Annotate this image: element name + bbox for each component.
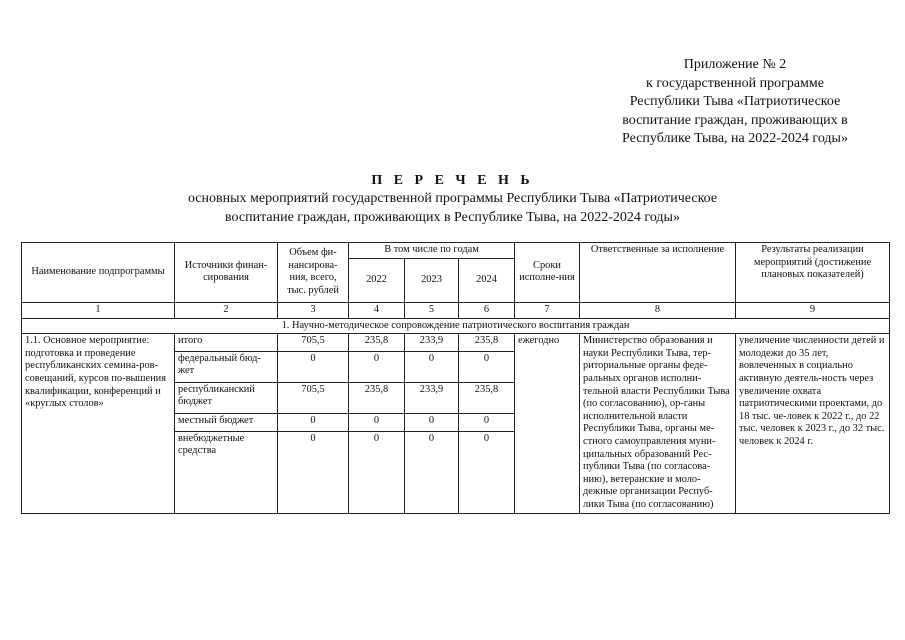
title-heading: П Е Р Е Ч Е Н Ь (371, 173, 534, 188)
year-2024-cell: 235,8 (459, 382, 515, 413)
column-number: 2 (175, 302, 278, 318)
header-name: Наименование подпрограммы (22, 243, 175, 303)
source-cell: республиканский бюджет (175, 382, 278, 413)
appendix-line: Республики Тыва «Патриотическое (629, 94, 841, 109)
year-2023-cell: 0 (405, 414, 459, 431)
year-2024-cell: 0 (459, 431, 515, 513)
header-responsible: Ответственные за исполнение (580, 243, 736, 303)
section-title: 1. Научно-методическое сопровождение патриотического воспитания граждан (22, 318, 890, 334)
header-year-2022: 2022 (349, 258, 405, 302)
year-2022-cell: 0 (349, 431, 405, 513)
year-2022-cell: 235,8 (349, 382, 405, 413)
responsible-cell: Министерство образования и науки Республики Тыва, тер-риториальные органы феде-ральных органов исполни-тельной власти Республики Тыва (по согласованию), ор-ганы исполнительной власти Республики Тыва, органы ме-стного самоуправления муни-ципальных образований Рес-публики Тыва (по согласова-нию), ветеранские и моло-дежные организации Респуб-лики Тыва (по согласованию) (580, 334, 736, 513)
source-cell: итого (175, 334, 278, 351)
appendix-header (600, 56, 870, 149)
header-results: Результаты реализации мероприятий (достижение плановых показателей) (736, 243, 890, 303)
source-cell: федеральный бюд-жет (175, 351, 278, 382)
column-number: 3 (278, 302, 349, 318)
year-2022-cell: 0 (349, 414, 405, 431)
year-2024-cell: 0 (459, 351, 515, 382)
appendix-line: к государственной программе (646, 75, 824, 91)
year-2024-cell: 0 (459, 414, 515, 431)
year-2023-cell: 233,9 (405, 382, 459, 413)
year-2023-cell: 233,9 (405, 334, 459, 351)
title-subtitle-line: воспитание граждан, проживающих в Республике Тыва, на 2022-2024 годы» (225, 209, 680, 225)
year-2023-cell: 0 (405, 351, 459, 382)
column-number: 9 (736, 302, 890, 318)
header-sources: Источники финан-сирования (175, 243, 278, 303)
activity-name: 1.1. Основное мероприятие: подготовка и проведение республиканских семина-ров-совещаний, курсов по-вышения квалификации, конференций и «круглых столов» (22, 334, 175, 513)
header-year-2023: 2023 (405, 258, 459, 302)
header-year-2024: 2024 (459, 258, 515, 302)
year-2023-cell: 0 (405, 431, 459, 513)
appendix-line: Приложение № 2 (683, 57, 787, 72)
column-numbers-row (22, 302, 890, 318)
column-number: 1 (22, 302, 175, 318)
results-cell: увеличение численности детей и молодежи до 35 лет, вовлеченных в социально активную деятель-ность через увеличение охвата патриотическими проектами, до 18 тыс. че-ловек к 2022 г., до 22 тыс. человек к 2023 г., до 32 тыс. человек к 2024 г. (736, 334, 890, 513)
year-2022-cell: 235,8 (349, 334, 405, 351)
appendix-line: воспитание граждан, проживающих в (622, 112, 848, 128)
year-2024-cell: 235,8 (459, 334, 515, 351)
header-terms: Сроки исполне-ния (515, 243, 580, 303)
activities-table (21, 242, 890, 514)
appendix-line: Республике Тыва, на 2022-2024 годы» (622, 131, 848, 146)
column-number: 6 (459, 302, 515, 318)
document-title (100, 172, 805, 227)
year-2022-cell: 0 (349, 351, 405, 382)
total-cell: 705,5 (278, 334, 349, 351)
header-volume: Объем фи-нансирова-ния, всего, тыс. рублей (278, 243, 349, 303)
total-cell: 0 (278, 431, 349, 513)
source-cell: местный бюджет (175, 414, 278, 431)
header-by-years: В том числе по годам (349, 243, 515, 259)
total-cell: 705,5 (278, 382, 349, 413)
column-number: 4 (349, 302, 405, 318)
column-number: 7 (515, 302, 580, 318)
column-number: 8 (580, 302, 736, 318)
title-subtitle-line: основных мероприятий государственной программы Республики Тыва «Патриотическое (187, 191, 718, 206)
total-cell: 0 (278, 351, 349, 382)
source-cell: внебюджетные средства (175, 431, 278, 513)
total-cell: 0 (278, 414, 349, 431)
column-number: 5 (405, 302, 459, 318)
terms-cell: ежегодно (515, 334, 580, 513)
table-row (22, 334, 890, 351)
